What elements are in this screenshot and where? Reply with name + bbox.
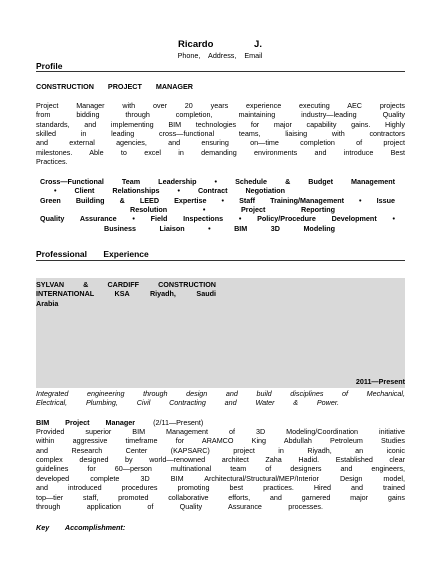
profile-line: Practices. — [36, 157, 68, 167]
job-line: through application of Quality Assurance processes. — [36, 501, 323, 511]
employer-location: INTERNATIONAL KSA Riyadh, Saudi — [36, 289, 216, 299]
profile-divider — [36, 71, 405, 72]
skills-line: Resolution • Project Reporting — [130, 205, 335, 215]
employer-block — [36, 278, 405, 388]
description-line: Electrical, Plumbing, Civil Contracting and Water & Power. — [36, 398, 339, 408]
skills-list — [40, 177, 395, 233]
job-line: guidelines for 60—person multinational team of designers and engineers, — [36, 464, 405, 474]
job-title-row — [36, 418, 405, 427]
profile-line: skilled in leading cross—functional teams, liaising with contractors — [36, 129, 405, 139]
profile-summary — [36, 101, 405, 167]
skills-line: • Client Relationships • Contract Negotiation — [54, 186, 285, 196]
skills-line: Quality Assurance • Field Inspections • Policy/Procedure Development • — [40, 214, 395, 224]
profile-heading: Profile — [36, 61, 63, 71]
job-line: Provided superior BIM Management of 3D Modeling/Coordination initiative — [36, 427, 405, 436]
employer-name: SYLVAN & CARDIFF CONSTRUCTION — [36, 280, 216, 289]
job-line: top—tier staff, promoted collaborative efforts, and garnered major gains — [36, 492, 405, 502]
employer-country: Arabia — [36, 298, 59, 308]
profile-line: and external agencies, and ensuring on—time completion of project — [36, 138, 405, 148]
profile-line: Project Manager with over 20 years experience executing AEC projects — [36, 101, 405, 110]
employment-dates: 2011—Present — [355, 377, 405, 386]
description-line: Integrated engineering through design and build disciplines of Mechanical, — [36, 389, 405, 398]
job-title: BIM Project Manager — [36, 418, 136, 427]
job-dates: (2/11—Present) — [153, 418, 204, 427]
job-line: developed complete 3D BIM Architectural/Structural/MEP/Interior Design model, — [36, 473, 405, 483]
profile-line: from bidding through completion, maintaining industry—leading Quality — [36, 110, 405, 120]
job-line: and Research Center (KAPSARC) project in Riyadh, an iconic — [36, 445, 405, 455]
profile-line: milestones. Able to excel in demanding environments and introduce Best — [36, 147, 405, 157]
key-accomplishment-label: Key Accomplishment: — [36, 523, 126, 532]
applicant-name: Ricardo J. — [178, 39, 262, 50]
employer-description — [36, 389, 405, 408]
skills-line: Business Liaison • BIM 3D Modeling — [104, 223, 335, 233]
job-line: complex designed by world—renowned architect Zaha Hadid. Established clear — [36, 455, 405, 465]
skills-line: Green Building & LEED Expertise • Staff Training/Management • Issue — [40, 195, 395, 205]
experience-heading: Professional Experience — [36, 249, 149, 259]
experience-divider — [36, 260, 405, 261]
profile-role: CONSTRUCTION PROJECT MANAGER — [36, 82, 193, 91]
contact-info: Phone, Address, Email — [177, 51, 263, 60]
skills-line: Cross—Functional Team Leadership • Schedule & Budget Management — [40, 177, 395, 186]
profile-line: standards, and implementing BIM technologies for major capability gains. Highly — [36, 119, 405, 129]
job-line: and introduced procedures promoting best practices. Hired and trained — [36, 483, 405, 493]
job-line: within aggressive timeframe for ARAMCO King Abdullah Petroleum Studies — [36, 436, 405, 446]
job-description — [36, 427, 405, 511]
